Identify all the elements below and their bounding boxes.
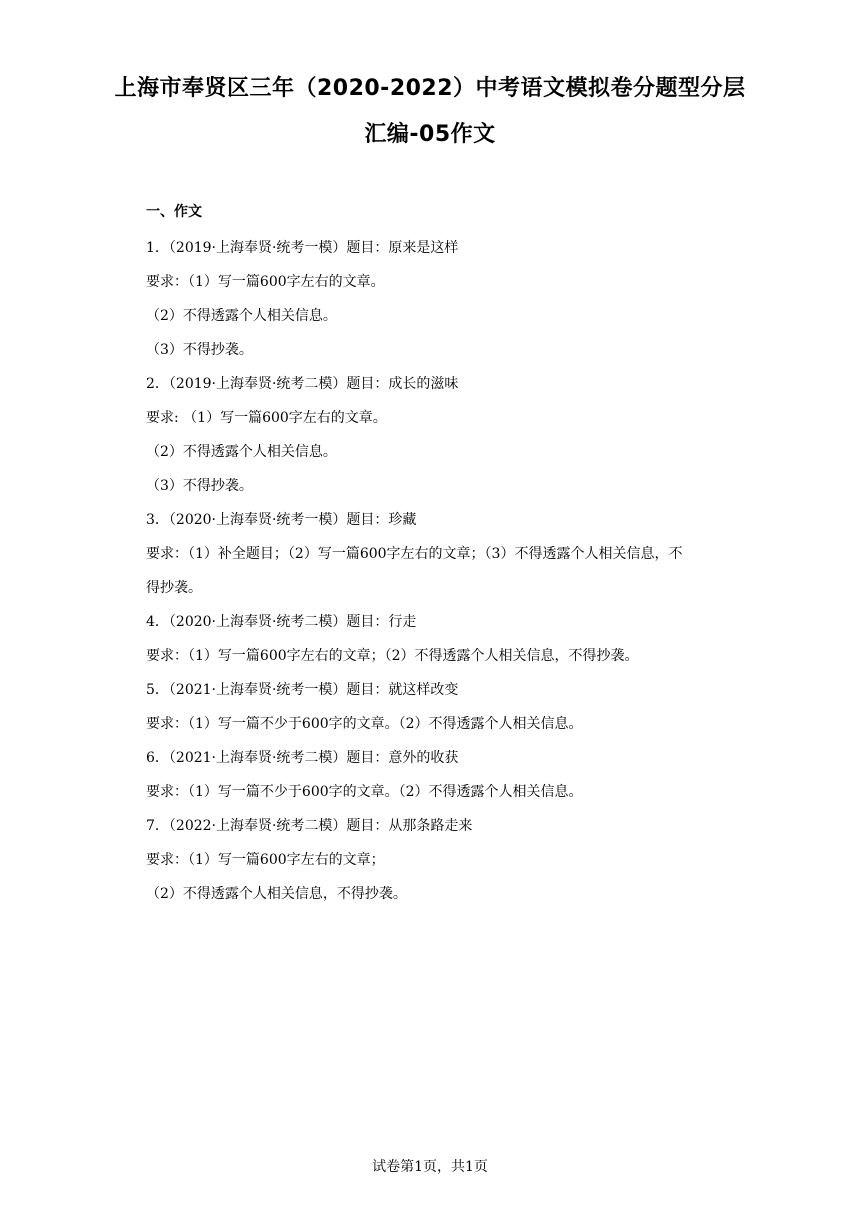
question-4-title: 4．（2020·上海奉贤·统考二模）题目：行走: [146, 614, 417, 630]
question-1-requirement-1: 要求：（1）写一篇600字左右的文章。: [146, 274, 385, 290]
question-5-requirements: 要求：（1）写一篇不少于600字的文章。（2）不得透露个人相关信息。: [146, 716, 583, 732]
question-3-requirements: 要求：（1）补全题目；（2）写一篇600字左右的文章；（3）不得透露个人相关信息，不: [146, 546, 683, 562]
document-title-line-1: 上海市奉贤区三年（2020-2022）中考语文模拟卷分题型分层: [114, 76, 746, 101]
section-heading: 一、作文: [146, 204, 202, 220]
question-5-title: 5．（2021·上海奉贤·统考一模）题目：就这样改变: [146, 682, 459, 698]
question-2-requirement-1: 要求: （1）写一篇600字左右的文章。: [146, 410, 387, 426]
question-7-requirement-2: （2）不得透露个人相关信息，不得抄袭。: [146, 886, 407, 902]
document-title-line-2: 汇编-05作文: [364, 122, 496, 147]
question-4-requirements: 要求：（1）写一篇600字左右的文章；（2）不得透露个人相关信息，不得抄袭。: [146, 648, 639, 664]
question-1-title: 1．（2019·上海奉贤·统考一模）题目：原来是这样: [146, 240, 459, 256]
page-footer: 试卷第1页，共1页: [372, 1159, 488, 1175]
question-7-title: 7．（2022·上海奉贤·统考二模）题目：从那条路走来: [146, 818, 473, 834]
question-6-requirements: 要求：（1）写一篇不少于600字的文章。（2）不得透露个人相关信息。: [146, 784, 583, 800]
question-list: [146, 231, 726, 911]
question-1-requirement-2: （2）不得透露个人相关信息。: [146, 308, 337, 324]
question-1-requirement-3: （3）不得抄袭。: [146, 342, 253, 358]
question-2-requirement-2: （2）不得透露个人相关信息。: [146, 444, 337, 460]
question-7-requirement-1: 要求：（1）写一篇600字左右的文章；: [146, 852, 385, 868]
question-2-requirement-3: （3）不得抄袭。: [146, 478, 253, 494]
question-6-title: 6．（2021·上海奉贤·统考二模）题目：意外的收获: [146, 750, 459, 766]
question-2-title: 2．（2019·上海奉贤·统考二模）题目：成长的滋味: [146, 376, 459, 392]
question-3-requirements-continued: 得抄袭。: [146, 580, 202, 596]
question-3-title: 3．（2020·上海奉贤·统考一模）题目：珍藏: [146, 512, 417, 528]
